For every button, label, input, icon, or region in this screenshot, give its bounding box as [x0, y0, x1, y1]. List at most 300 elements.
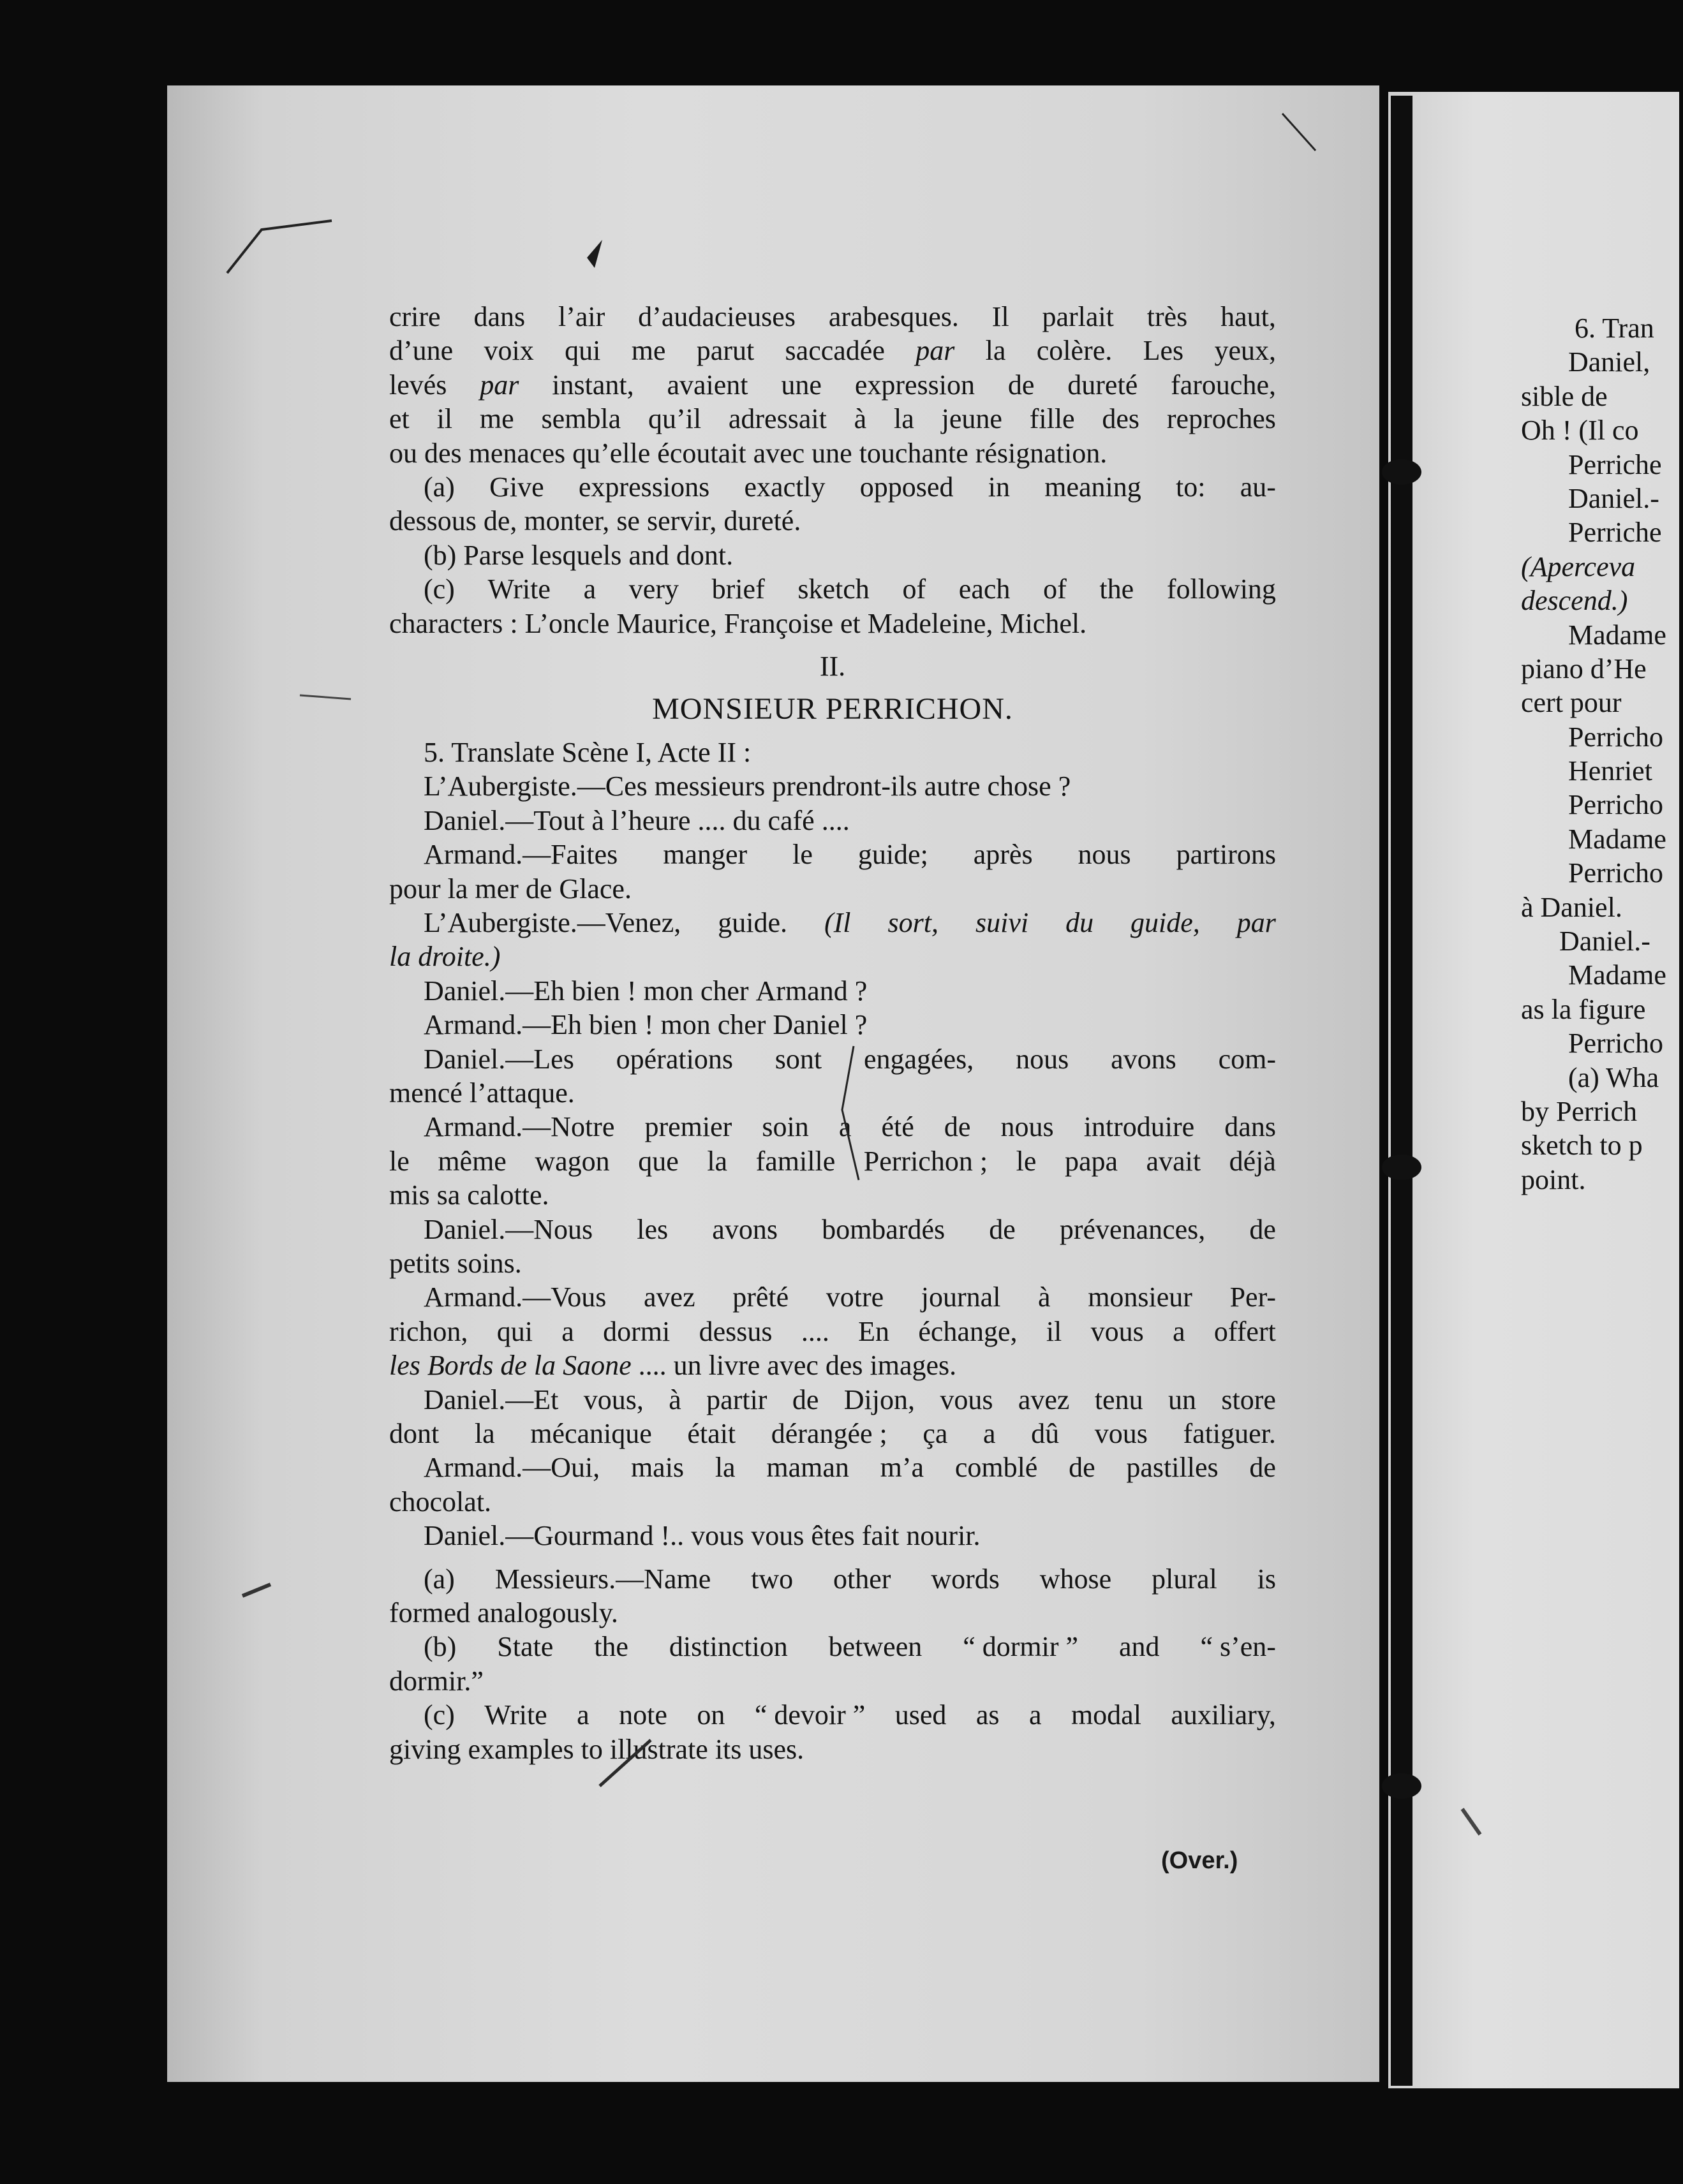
word: de — [1249, 1452, 1276, 1484]
word: arabesques. — [828, 301, 959, 332]
pencil-mark — [1282, 114, 1316, 151]
word: la — [894, 403, 914, 435]
word: dureté. — [723, 505, 801, 537]
word: a — [983, 1418, 996, 1449]
word: il — [1046, 1315, 1062, 1347]
right-page-line: sible de — [1521, 380, 1608, 412]
right-page-line: Daniel.- — [1568, 482, 1659, 514]
word: a — [561, 1315, 574, 1347]
right-page-line: à Daniel. — [1521, 891, 1622, 923]
word: sont — [775, 1043, 822, 1075]
word: fait — [861, 1520, 900, 1552]
word: avez — [1018, 1383, 1070, 1415]
word: Françoise — [723, 607, 833, 639]
word: Daniel.—Tout — [424, 804, 585, 836]
word: déjà — [1229, 1145, 1276, 1177]
word: écoutait — [657, 437, 746, 469]
word: fatiguer. — [1183, 1418, 1276, 1449]
word: offert — [1213, 1315, 1276, 1347]
word: “ devoir ” — [754, 1699, 866, 1731]
word: la — [389, 941, 411, 973]
word: prendront-ils — [772, 771, 917, 802]
word: modal — [1071, 1699, 1141, 1731]
word: me — [479, 403, 514, 435]
word: .... — [638, 1350, 667, 1382]
word: parlait — [1042, 301, 1114, 332]
word: exactly — [744, 471, 826, 503]
word: mécanique — [530, 1418, 652, 1449]
right-page-line: piano d’He — [1521, 653, 1647, 684]
word: vous — [691, 1520, 745, 1552]
word: droite.) — [418, 941, 501, 973]
word: is — [1257, 1563, 1276, 1595]
word: (c) — [424, 1699, 455, 1731]
right-page-line: by Perrich — [1521, 1095, 1638, 1127]
word: l’attaque. — [469, 1077, 575, 1109]
word: partir — [706, 1383, 767, 1415]
word: (a) — [424, 471, 455, 503]
right-page-line: (a) Wha — [1568, 1061, 1659, 1093]
word: sembla — [541, 403, 621, 435]
pencil-mark — [227, 221, 332, 273]
word: in — [988, 471, 1010, 503]
word: bien ! — [572, 975, 637, 1007]
word: a — [577, 1699, 589, 1731]
word: qui — [496, 1315, 533, 1347]
word: examples — [468, 1733, 574, 1765]
word: vous — [1094, 1418, 1148, 1449]
word: un — [673, 1350, 702, 1382]
ink-mark — [587, 240, 602, 268]
word: du — [1065, 906, 1094, 938]
word: haut, — [1220, 301, 1276, 332]
word: qui — [565, 335, 601, 367]
word: de — [1249, 1213, 1276, 1245]
word: distinction — [669, 1631, 788, 1663]
word: votre — [826, 1281, 884, 1313]
word: L’Aubergiste.—Venez, — [424, 906, 681, 938]
word: cher — [717, 1009, 766, 1041]
word: les — [637, 1213, 669, 1245]
word: chocolat. — [389, 1486, 492, 1517]
word: very — [628, 573, 679, 605]
word: Michel. — [1000, 607, 1087, 639]
word: dû — [1031, 1418, 1060, 1449]
word: richon, — [389, 1315, 468, 1347]
word: Daniel ? — [773, 1009, 868, 1041]
word: Les — [1143, 335, 1184, 367]
word: café — [767, 804, 815, 836]
word: été — [881, 1111, 914, 1143]
word: dans — [473, 301, 526, 332]
word: Daniel.—Les — [424, 1043, 574, 1075]
word: fille — [1029, 403, 1075, 435]
word: mencé — [389, 1077, 463, 1109]
word: de — [792, 1383, 819, 1415]
word: d’audacieuses — [638, 301, 796, 332]
right-page-line: Perriche — [1568, 448, 1662, 480]
word: qu’il — [648, 403, 702, 435]
word: vous — [1090, 1315, 1144, 1347]
word: des — [1102, 403, 1140, 435]
word: avaient — [667, 369, 748, 401]
word: nourir. — [906, 1520, 981, 1552]
word: and — [1118, 1631, 1160, 1663]
word: très — [1146, 301, 1188, 332]
right-page-line: as la figure — [1521, 993, 1646, 1025]
word: opérations — [616, 1043, 733, 1075]
word: chose ? — [987, 771, 1071, 802]
word: .... — [697, 804, 726, 836]
pencil-mark — [600, 1740, 651, 1786]
right-page-line: Perricho — [1568, 1028, 1664, 1059]
word: as — [975, 1699, 1000, 1731]
word: engagées, — [864, 1043, 974, 1075]
ink-mark — [1462, 1809, 1480, 1834]
word: le — [792, 839, 813, 871]
word: vous — [940, 1383, 993, 1415]
word: jeune — [941, 403, 1002, 435]
word: giving — [389, 1733, 461, 1765]
right-page-line: Perricho — [1568, 789, 1664, 821]
word: (Il — [824, 906, 851, 938]
right-page-line: Daniel.- — [1559, 926, 1650, 957]
pencil-mark — [842, 1046, 859, 1180]
word: journal — [921, 1281, 1001, 1313]
word: par — [480, 369, 519, 401]
word: livre — [708, 1350, 760, 1382]
word: Dijon, — [843, 1383, 915, 1415]
word: other — [833, 1563, 891, 1595]
word: dessus — [699, 1315, 773, 1347]
word: la — [715, 1452, 736, 1484]
word: était — [687, 1418, 736, 1449]
word: between — [828, 1631, 923, 1663]
word: meaning — [1044, 471, 1141, 503]
word: calotte. — [467, 1179, 549, 1211]
word: whose — [1039, 1563, 1112, 1595]
word: En — [858, 1315, 890, 1347]
word: (c) — [424, 573, 455, 605]
word: the — [1099, 573, 1134, 605]
word: farouche, — [1171, 369, 1276, 401]
right-page-line: Perricho — [1568, 857, 1664, 889]
word: lesquels — [531, 539, 622, 571]
word: a — [1173, 1315, 1185, 1347]
word: “ s’en- — [1200, 1631, 1276, 1663]
word: brief — [711, 573, 765, 605]
word: (b) — [424, 539, 457, 571]
word: un — [1168, 1383, 1196, 1415]
word: une — [781, 369, 822, 401]
word: plural — [1152, 1563, 1217, 1595]
word: les Bords de la Saone — [389, 1350, 632, 1382]
word: reproches — [1166, 403, 1276, 435]
word: de — [989, 1213, 1016, 1245]
word: maman — [766, 1452, 849, 1484]
word: servir, — [646, 505, 717, 537]
right-page-line: Madame — [1568, 823, 1666, 855]
word: à — [1038, 1281, 1051, 1313]
word: images. — [870, 1350, 957, 1382]
word: instant, — [552, 369, 634, 401]
word: following — [1166, 573, 1276, 605]
word: Daniel.—Gourmand !.. — [424, 1520, 685, 1552]
word: dérangée ; — [771, 1418, 887, 1449]
word: résignation. — [975, 437, 1108, 469]
word: se — [616, 505, 640, 537]
right-page-line: descend.) — [1521, 585, 1628, 617]
word: dessous — [389, 505, 477, 537]
word: dans — [1224, 1111, 1276, 1143]
right-page-line: Daniel, — [1568, 346, 1650, 378]
word: le — [389, 1145, 410, 1177]
word: L’oncle — [524, 607, 610, 639]
word: Perrichon ; — [863, 1145, 988, 1177]
word: mon — [660, 1009, 711, 1041]
word: touchante — [859, 437, 968, 469]
word: parut — [696, 335, 755, 367]
word: par — [916, 335, 955, 367]
over-note: (Over.) — [1161, 1847, 1238, 1874]
word: des — [825, 1350, 863, 1382]
word: opposed — [859, 471, 954, 503]
word: saccadée — [785, 335, 885, 367]
right-page-line: sketch to p — [1521, 1130, 1643, 1162]
word: Give — [489, 471, 544, 503]
word: la — [985, 335, 1006, 367]
word: Maurice, — [616, 607, 717, 639]
word: sketch — [797, 573, 870, 605]
word: L’Aubergiste.—Ces — [424, 771, 648, 802]
word: soins. — [457, 1247, 522, 1279]
word: colère. — [1036, 335, 1113, 367]
word: to: — [1176, 471, 1206, 503]
word: nous — [1016, 1043, 1069, 1075]
word: voix — [484, 335, 534, 367]
word: la — [707, 1145, 728, 1177]
word: la — [447, 873, 468, 904]
word: Parse — [463, 539, 524, 571]
word: sort, — [887, 906, 938, 938]
right-page-line: Madame — [1568, 959, 1666, 991]
word: après — [973, 839, 1033, 871]
word: “ dormir ” — [963, 1631, 1079, 1663]
word: monter, — [524, 505, 610, 537]
word: Daniel.—Et — [424, 1383, 559, 1415]
word: characters — [389, 607, 503, 639]
word: of — [902, 573, 926, 605]
word: pour — [389, 873, 441, 904]
word: par — [1236, 906, 1276, 938]
word: vous, — [583, 1383, 644, 1415]
right-page-line: point. — [1521, 1163, 1586, 1195]
word: me — [631, 335, 666, 367]
word: guide; — [857, 839, 928, 871]
word: de — [944, 1111, 971, 1143]
word: échange, — [918, 1315, 1018, 1347]
word: two — [751, 1563, 794, 1595]
word: autre — [924, 771, 981, 802]
word: vous — [751, 1520, 804, 1552]
word: Armand.—Notre — [424, 1111, 615, 1143]
word: de — [1007, 369, 1035, 401]
word: soin — [762, 1111, 809, 1143]
word: Per- — [1229, 1281, 1276, 1313]
word: nous — [1000, 1111, 1054, 1143]
word: d’une — [389, 335, 454, 367]
word: avec — [767, 1350, 819, 1382]
word: de, — [483, 505, 517, 537]
word: l’air — [558, 301, 605, 332]
word: Armand.—Eh — [424, 1009, 582, 1041]
word: Daniel.—Nous — [424, 1213, 593, 1245]
word: dont. — [676, 539, 734, 571]
word: illustrate — [609, 1733, 708, 1765]
word: expression — [854, 369, 975, 401]
pencil-mark — [300, 695, 351, 699]
word: Write — [487, 573, 551, 605]
word: messieurs — [654, 771, 766, 802]
right-page-line: Henriet — [1568, 755, 1652, 787]
word: its — [715, 1733, 742, 1765]
word: Madeleine, — [867, 607, 993, 639]
word: words — [931, 1563, 1000, 1595]
word: menaces — [468, 437, 566, 469]
word: dureté — [1067, 369, 1138, 401]
word: note — [619, 1699, 667, 1731]
word: guide, — [1131, 906, 1200, 938]
word: of — [1043, 573, 1067, 605]
right-page-line: cert pour — [1521, 687, 1622, 719]
word: partirons — [1176, 839, 1276, 871]
word: monsieur — [1088, 1281, 1192, 1313]
word: petits — [389, 1247, 450, 1279]
word: Write — [484, 1699, 547, 1731]
word: to — [581, 1733, 603, 1765]
word: com- — [1218, 1043, 1276, 1075]
word: des — [424, 437, 462, 469]
word: and — [628, 539, 669, 571]
word: avons — [1111, 1043, 1176, 1075]
word: avait — [1146, 1145, 1201, 1177]
word: Armand.—Oui, — [424, 1452, 600, 1484]
right-page-line: (Aperceva — [1521, 550, 1636, 582]
word: qu’elle — [572, 437, 651, 469]
word: même — [438, 1145, 507, 1177]
word: on — [697, 1699, 725, 1731]
word: each — [958, 573, 1011, 605]
right-page-line: Perricho — [1568, 721, 1664, 753]
word: au- — [1240, 471, 1276, 503]
word: introduire — [1083, 1111, 1195, 1143]
word: analogously. — [477, 1597, 618, 1629]
word: (a) — [424, 1563, 455, 1595]
word: avec — [753, 437, 805, 469]
word: êtes — [811, 1520, 855, 1552]
word: la — [474, 1418, 495, 1449]
word: avez — [644, 1281, 695, 1313]
word: bien ! — [589, 1009, 654, 1041]
word: Armand.—Vous — [424, 1281, 607, 1313]
word: : — [510, 607, 518, 639]
word: une — [812, 437, 852, 469]
word: famille — [755, 1145, 836, 1177]
word: Daniel.—Eh — [424, 975, 565, 1007]
word: State — [497, 1631, 554, 1663]
word: formed — [389, 1597, 471, 1629]
word: wagon — [535, 1145, 610, 1177]
word: tenu — [1094, 1383, 1143, 1415]
word: comblé — [954, 1452, 1038, 1484]
word: levés — [389, 369, 447, 401]
right-page-line: 6. Tran — [1575, 313, 1654, 344]
right-page-line: Oh ! (Il co — [1521, 415, 1639, 446]
word: à — [854, 403, 867, 435]
word: guide. — [718, 906, 787, 938]
word: a — [583, 573, 597, 605]
word: pastilles — [1126, 1452, 1219, 1484]
word: .... — [801, 1315, 829, 1347]
word: auxiliary, — [1171, 1699, 1276, 1731]
word: .... — [821, 804, 850, 836]
word: que — [638, 1145, 679, 1177]
word: cher — [700, 975, 749, 1007]
word: et — [389, 403, 410, 435]
word: mis — [389, 1179, 430, 1211]
word: yeux, — [1214, 335, 1276, 367]
word: mais — [630, 1452, 685, 1484]
word: dormir.” — [389, 1665, 484, 1697]
word: Armand.—Faites — [424, 839, 618, 871]
word: a — [1028, 1699, 1042, 1731]
word: dont — [389, 1418, 440, 1449]
word: suivi — [975, 906, 1029, 938]
word: mer — [475, 873, 519, 904]
word: expressions — [578, 471, 710, 503]
question-5-intro: 5. Translate Scène I, Acte II : — [424, 736, 752, 768]
word: used — [894, 1699, 947, 1731]
word: adressait — [728, 403, 827, 435]
word: nous — [1078, 839, 1131, 871]
word: bombardés — [822, 1213, 945, 1245]
word: papa — [1064, 1145, 1118, 1177]
word: dormi — [603, 1315, 671, 1347]
word: il — [436, 403, 453, 435]
word: uses. — [748, 1733, 804, 1765]
word: sa — [436, 1179, 461, 1211]
word: Armand ? — [755, 975, 868, 1007]
word: de — [1069, 1452, 1095, 1484]
word: the — [594, 1631, 628, 1663]
section-title: MONSIEUR PERRICHON. — [652, 692, 1013, 727]
word: manger — [663, 839, 748, 871]
word: premier — [644, 1111, 732, 1143]
word: (b) — [424, 1631, 457, 1663]
section-number: II. — [819, 651, 846, 682]
right-page-line: Perriche — [1568, 517, 1662, 549]
word: mon — [643, 975, 693, 1007]
word: ou — [389, 437, 417, 469]
word: Il — [991, 301, 1009, 332]
word: prévenances, — [1059, 1213, 1206, 1245]
word: à — [591, 804, 604, 836]
word: Glace. — [559, 873, 632, 904]
right-page-line: Madame — [1568, 619, 1666, 651]
word: à — [669, 1383, 681, 1415]
word: et — [840, 607, 861, 639]
word: du — [732, 804, 761, 836]
